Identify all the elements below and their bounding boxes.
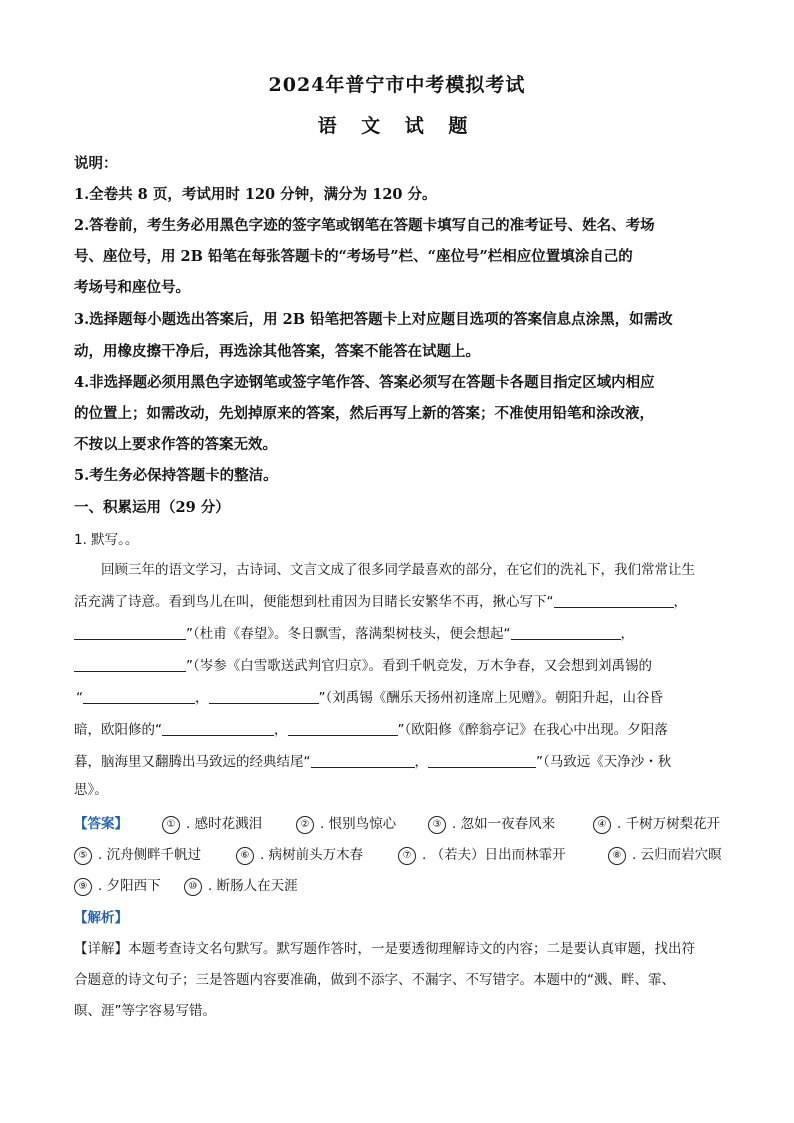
exam-subtitle: 语 文 试 题 bbox=[317, 115, 477, 137]
answer-item bbox=[428, 812, 555, 834]
analysis-line: 暝、涯”等字容易写错。 bbox=[74, 1003, 216, 1019]
instruction-line: 的位置上；如需改动，先划掉原来的答案，然后再写上新的答案；不准使用铅笔和涂改液， bbox=[74, 405, 654, 422]
instruction-line: 号、座位号，用 2B 铅笔在每张答题卡的“考场号”栏、“座位号”栏相应位置填涂自己的 bbox=[74, 248, 633, 265]
answer-blank-1[interactable] bbox=[554, 593, 674, 608]
question-paragraph-line bbox=[74, 750, 671, 770]
answer-text: . 夕阳西下 bbox=[98, 878, 161, 894]
exam-title: 2024年普宁市中考模拟考试 bbox=[268, 74, 526, 96]
question-paragraph-line bbox=[74, 654, 652, 674]
answer-number-badge: ⑨ bbox=[74, 878, 92, 896]
answer-number-badge: ① bbox=[162, 816, 180, 834]
answer-blank-4[interactable] bbox=[74, 657, 186, 672]
instructions-heading: 说明： bbox=[74, 155, 118, 172]
text-segment: ， bbox=[620, 626, 634, 642]
text-segment: 暗，欧阳修的“ bbox=[74, 722, 162, 738]
answer-text: . （若夫）日出而林霏开 bbox=[422, 847, 566, 863]
answer-blank-7[interactable] bbox=[162, 721, 274, 736]
text-segment: ， bbox=[414, 754, 428, 770]
question-paragraph-line bbox=[74, 622, 634, 642]
answer-blank-9[interactable] bbox=[311, 753, 415, 768]
text-segment: ”（岑参《白雪歌送武判官归京》。看到千帆竞发，万木争春，又会想到刘禹锡的 bbox=[186, 658, 652, 674]
answer-number-badge: ⑧ bbox=[608, 847, 626, 865]
answer-item bbox=[593, 812, 720, 834]
instruction-line: 1.全卷共 8 页，考试用时 120 分钟，满分为 120 分。 bbox=[74, 186, 437, 203]
answer-number-badge: ⑩ bbox=[184, 878, 202, 896]
answer-item bbox=[296, 812, 396, 834]
answer-number-badge: ④ bbox=[593, 816, 611, 834]
question-paragraph-line: 回顾三年的语文学习，古诗词、文言文成了很多同学最喜欢的部分，在它们的洗礼下，我们常常让生 bbox=[101, 562, 695, 578]
analysis-tag: 【解析】 bbox=[74, 910, 128, 926]
answer-item bbox=[74, 874, 161, 896]
instruction-line: 不按以上要求作答的答案无效。 bbox=[74, 436, 277, 453]
answer-text: . 千树万树梨花开 bbox=[617, 816, 721, 832]
text-segment: ， bbox=[195, 690, 209, 706]
instruction-line: 5.考生务必保持答题卡的整洁。 bbox=[74, 467, 278, 484]
answer-number-badge: ③ bbox=[428, 816, 446, 834]
analysis-line: 【详解】本题考查诗文名句默写。默写题作答时，一是要透彻理解诗文的内容；二是要认真审题，找出符 bbox=[74, 941, 695, 957]
text-segment: ， bbox=[274, 722, 288, 738]
text-segment: “ bbox=[76, 690, 83, 706]
answer-item bbox=[398, 843, 566, 865]
section-heading: 一、积累运用（29 分） bbox=[74, 499, 230, 516]
text-segment: 活充满了诗意。看到鸟儿在叫，便能想到杜甫因为目睹长安繁华不再，揪心写下“ bbox=[74, 594, 554, 610]
answer-blank-5[interactable] bbox=[83, 689, 195, 704]
answer-text: . 断肠人在天涯 bbox=[208, 878, 298, 894]
answer-number-badge: ⑥ bbox=[236, 847, 254, 865]
answer-blank-10[interactable] bbox=[428, 753, 536, 768]
answer-item bbox=[74, 843, 201, 865]
text-segment: 暮，脑海里又翻腾出马致远的经典结尾“ bbox=[74, 754, 311, 770]
answer-text: . 云归而岩穴暝 bbox=[632, 847, 722, 863]
answer-text: . 恨别鸟惊心 bbox=[320, 816, 397, 832]
instruction-line: 2.答卷前，考生务必用黑色字迹的签字笔或钢笔在答题卡填写自己的准考证号、姓名、考场 bbox=[74, 217, 655, 234]
answer-text: . 感时花溅泪 bbox=[186, 816, 263, 832]
text-segment: ”（刘禹锡《酬乐天扬州初逢席上见赠》。朝阳升起，山谷昏 bbox=[318, 690, 663, 706]
answer-text: . 病树前头万木春 bbox=[260, 847, 364, 863]
answer-item bbox=[162, 812, 262, 834]
question-paragraph-line bbox=[74, 718, 668, 738]
answer-text: . 忽如一夜春风来 bbox=[452, 816, 556, 832]
question-label: 1. 默写。。 bbox=[74, 532, 139, 548]
answer-item bbox=[184, 874, 298, 896]
answer-blank-6[interactable] bbox=[209, 689, 319, 704]
instruction-line: 3.选择题每小题选出答案后，用 2B 铅笔把答题卡上对应题目选项的答案信息点涂黑，如需改 bbox=[74, 311, 673, 328]
text-segment: ”（欧阳修《醉翁亭记》在我心中出现。夕阳落 bbox=[397, 722, 668, 738]
answer-text: . 沉舟侧畔千帆过 bbox=[98, 847, 202, 863]
answer-blank-8[interactable] bbox=[288, 721, 398, 736]
question-paragraph-line: 思》。 bbox=[74, 782, 108, 798]
answer-blank-2[interactable] bbox=[74, 625, 186, 640]
question-paragraph-line bbox=[76, 686, 663, 706]
instruction-line: 动，用橡皮擦干净后，再选涂其他答案，答案不能答在试题上。 bbox=[74, 343, 480, 360]
answer-item bbox=[608, 843, 722, 865]
instruction-line: 4.非选择题必须用黑色字迹钢笔或签字笔作答、答案必须写在答题卡各题目指定区域内相应 bbox=[74, 374, 655, 391]
answer-number-badge: ⑦ bbox=[398, 847, 416, 865]
question-paragraph-line bbox=[74, 590, 687, 610]
answer-number-badge: ⑤ bbox=[74, 847, 92, 865]
answer-tag: 【答案】 bbox=[74, 816, 128, 832]
instruction-line: 考场号和座位号。 bbox=[74, 279, 190, 296]
answer-blank-3[interactable] bbox=[511, 625, 621, 640]
text-segment: ”（杜甫《春望》。冬日飘雪，落满梨树枝头，便会想起“ bbox=[186, 626, 511, 642]
answer-number-badge: ② bbox=[296, 816, 314, 834]
answer-item bbox=[236, 843, 363, 865]
text-segment: ”（马致远《天净沙・秋 bbox=[536, 754, 672, 770]
analysis-line: 合题意的诗文句子；三是答题内容要准确，做到不添字、不漏字、不写错字。本题中的“溅、畔、霏、 bbox=[74, 972, 675, 988]
text-segment: ， bbox=[673, 594, 687, 610]
